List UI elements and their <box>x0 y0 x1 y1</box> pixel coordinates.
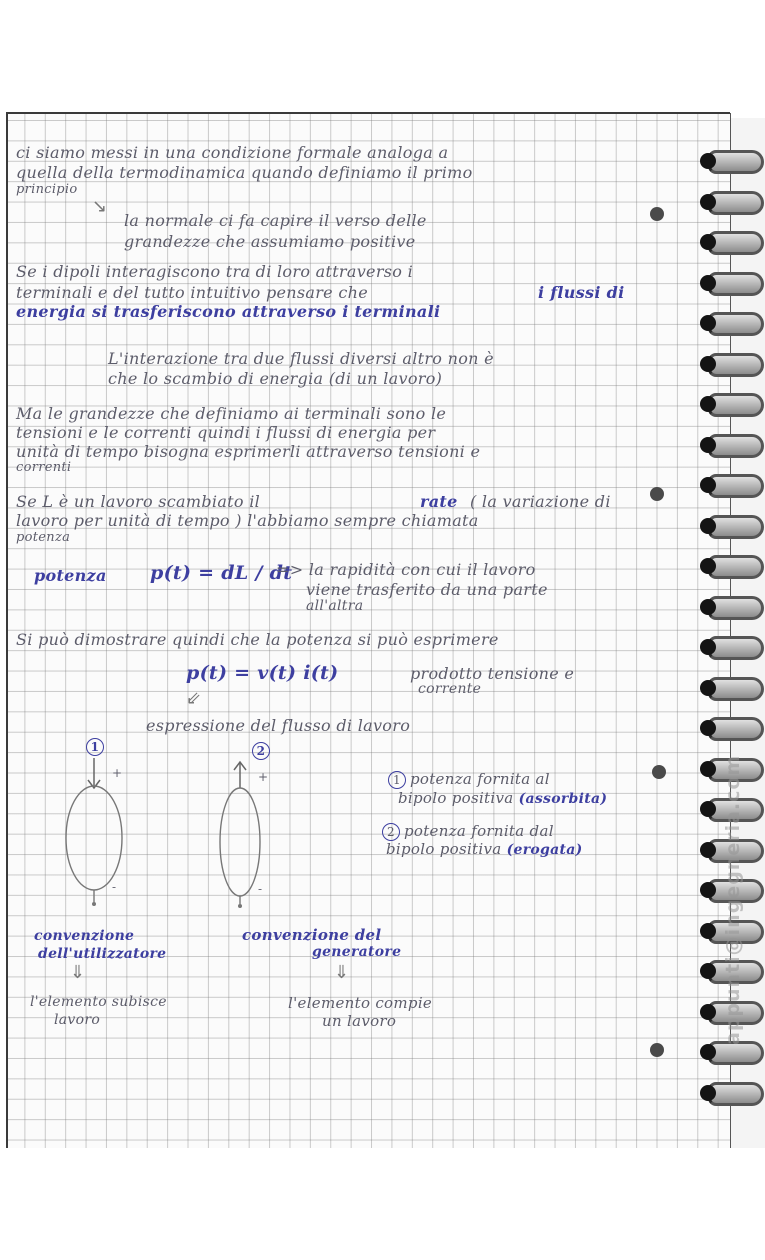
note-line-highlight: potenza <box>34 566 107 585</box>
note-line-highlight: energia si trasferiscono attraverso i terminali <box>16 302 441 321</box>
spiral-coil <box>700 272 760 294</box>
convention-label: convenzione del <box>242 926 382 944</box>
note-line: prodotto tensione e <box>410 664 575 683</box>
diagram-label-2: 2 <box>252 742 270 760</box>
legend-number-1: 1 <box>388 771 406 789</box>
pen-arrow-icon: ⇓ <box>70 962 86 983</box>
note-line: ci siamo messi in una condizione formale analoga a <box>16 143 449 162</box>
legend-line: bipolo positiva (erogata) <box>386 840 583 858</box>
pen-arrow-icon: ⇙ <box>186 688 202 709</box>
diagram-label-1: 1 <box>86 738 104 756</box>
spiral-coil <box>700 636 760 658</box>
scan-margin-top <box>0 0 765 112</box>
note-line: espressione del flusso di lavoro <box>146 716 411 735</box>
note-line: tensioni e le correnti quindi i flussi di energia per <box>16 423 436 442</box>
spiral-coil <box>700 555 760 577</box>
note-line: correnti <box>16 460 72 475</box>
convention-label: convenzione <box>34 928 135 944</box>
spiral-coil <box>700 312 760 334</box>
punch-hole <box>650 207 664 221</box>
note-line: la normale ci fa capire il verso delle <box>124 211 427 230</box>
note-line: terminali e del tutto intuitivo pensare che <box>16 283 368 302</box>
note-line: viene trasferito da una parte <box>306 580 548 599</box>
note-line-highlight: i flussi di <box>538 283 625 302</box>
minus-sign: - <box>258 882 263 896</box>
spiral-coil <box>700 434 760 456</box>
plus-sign: + <box>258 770 269 784</box>
plus-sign: + <box>112 766 123 780</box>
spiral-coil <box>700 231 760 253</box>
note-line: L'interazione tra due flussi diversi altro non è <box>108 349 494 368</box>
note-line: quella della termodinamica quando definiamo il primo <box>16 163 473 182</box>
note-line: ( la variazione di <box>470 492 611 511</box>
convention-label: generatore <box>312 944 402 960</box>
note-line: Ma le grandezze che definiamo ai terminali sono le <box>16 404 447 423</box>
note-word-rate: rate <box>420 492 458 511</box>
legend-line: 1 potenza fornita al <box>388 770 550 789</box>
spiral-coil <box>700 393 760 415</box>
spiral-coil <box>700 515 760 537</box>
convention-label: dell'utilizzatore <box>38 946 167 962</box>
result-line: un lavoro <box>322 1012 397 1030</box>
scan-margin-bottom <box>0 1148 765 1260</box>
note-line: che lo scambio di energia (di un lavoro) <box>108 369 443 388</box>
punch-hole <box>652 765 666 779</box>
bipole-diagrams <box>60 740 300 920</box>
minus-sign: - <box>112 880 117 894</box>
result-line: lavoro <box>54 1012 101 1028</box>
spiral-coil <box>700 596 760 618</box>
legend-line: 2 potenza fornita dal <box>382 822 554 841</box>
bipole-generator-convention <box>220 762 263 908</box>
spiral-coil <box>700 474 760 496</box>
note-line: all'altra <box>306 598 364 614</box>
note-line: Se L è un lavoro scambiato il <box>16 492 261 511</box>
formula-product: p(t) = v(t) i(t) <box>186 662 339 684</box>
note-line: => la rapidità con cui il lavoro <box>276 560 536 579</box>
formula-text: p(t) = dL / dt <box>150 562 293 584</box>
punch-hole <box>650 487 664 501</box>
result-line: l'elemento compie <box>288 994 433 1012</box>
result-line: l'elemento subisce <box>30 994 167 1010</box>
spiral-coil <box>700 191 760 213</box>
note-line: lavoro per unità di tempo ) l'abbiamo sempre chiamata <box>16 511 479 530</box>
legend-number-2: 2 <box>382 823 400 841</box>
legend-line: bipolo positiva (assorbita) <box>398 789 608 807</box>
note-line: unità di tempo bisogna esprimerli attraverso tensioni e <box>16 442 481 461</box>
note-line: Si può dimostrare quindi che la potenza si può esprimere <box>16 630 499 649</box>
pen-arrow-icon: ⇓ <box>334 962 350 983</box>
spiral-coil <box>700 150 760 172</box>
note-line: potenza <box>16 530 71 545</box>
pen-arrow-icon: ↘ <box>92 196 108 217</box>
formula-power <box>150 558 293 600</box>
note-line: Se i dipoli interagiscono tra di loro attraverso i <box>16 262 414 281</box>
note-line: grandezze che assumiamo positive <box>124 232 416 251</box>
spiral-coil <box>700 353 760 375</box>
punch-hole <box>650 1043 664 1057</box>
watermark: appunti@ingegneria.com <box>722 754 744 1045</box>
note-line: principio <box>16 182 78 197</box>
note-line: corrente <box>418 681 482 697</box>
spiral-coil <box>700 1082 760 1104</box>
